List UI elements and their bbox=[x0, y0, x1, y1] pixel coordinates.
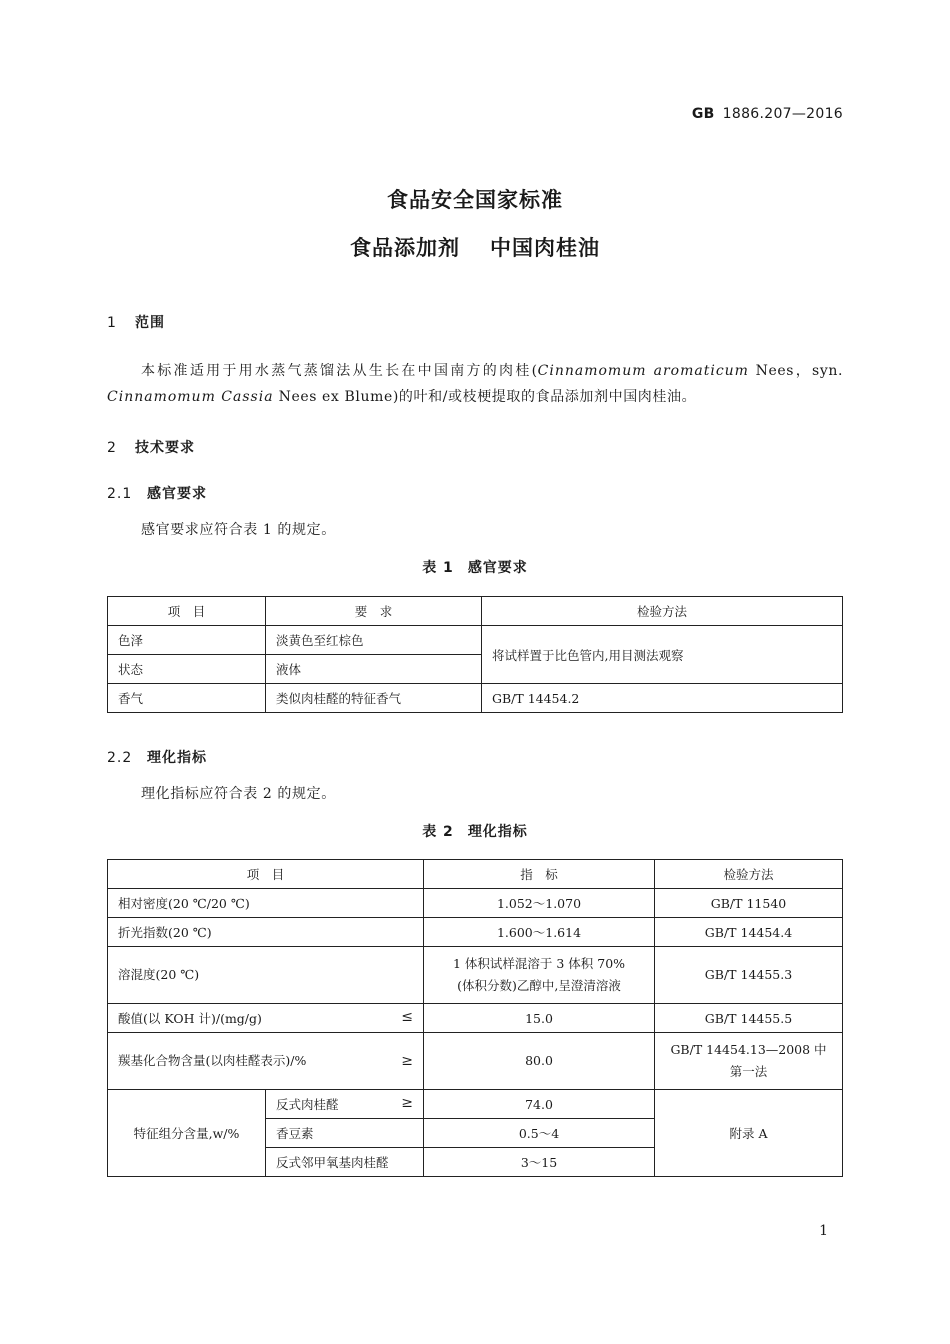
caption-title: 理化指标 bbox=[467, 824, 528, 840]
table-row bbox=[108, 889, 843, 918]
section-2-1-heading bbox=[107, 483, 207, 503]
standard-code: 1886.207—2016 bbox=[722, 106, 843, 122]
value-cell: 3～15 bbox=[424, 1148, 655, 1177]
paragraph-line-1 bbox=[107, 358, 843, 384]
method-line: 第一法 bbox=[729, 1064, 768, 1079]
latin-name: Cinnamomum Cassia bbox=[107, 389, 274, 405]
header-cell: 项 目 bbox=[108, 860, 424, 889]
table-2-caption bbox=[0, 821, 950, 841]
header-cell: 检验方法 bbox=[482, 597, 843, 626]
header-cell: 项 目 bbox=[108, 597, 266, 626]
method-cell: GB/T 14455.3 bbox=[655, 947, 843, 1004]
section-number: 2.2 bbox=[107, 750, 133, 766]
item-cell bbox=[108, 1004, 424, 1033]
page-number: 1 bbox=[819, 1223, 828, 1239]
table-header-row bbox=[108, 597, 843, 626]
paragraph-text: 本标准适用于用水蒸气蒸馏法从生长在中国南方的肉桂( bbox=[141, 363, 538, 379]
requirement-cell: 淡黄色至红棕色 bbox=[266, 626, 482, 655]
section-title: 技术要求 bbox=[135, 440, 195, 456]
paragraph-text: Nees ex Blume)的叶和/或枝梗提取的食品添加剂中国肉桂油。 bbox=[273, 389, 697, 405]
table-header-row bbox=[108, 860, 843, 889]
value-cell: 1.600～1.614 bbox=[424, 918, 655, 947]
item-cell: 折光指数(20 ℃) bbox=[108, 918, 424, 947]
section-1-paragraph bbox=[107, 358, 843, 384]
value-cell: 0.5～4 bbox=[424, 1119, 655, 1148]
item-text: 羰基化合物含量(以肉桂醛表示)/% bbox=[118, 1053, 307, 1068]
inequality-symbol: ≥ bbox=[401, 1053, 413, 1069]
item-text: 酸值(以 KOH 计)/(mg/g) bbox=[118, 1011, 262, 1026]
table-row bbox=[108, 1004, 843, 1033]
requirement-cell: 液体 bbox=[266, 655, 482, 684]
item-cell: 状态 bbox=[108, 655, 266, 684]
section-title: 范围 bbox=[135, 315, 165, 331]
section-title: 理化指标 bbox=[147, 750, 207, 766]
section-1-paragraph-cont bbox=[107, 384, 843, 410]
standard-prefix: GB bbox=[691, 106, 715, 122]
section-2-2-paragraph: 理化指标应符合表 2 的规定。 bbox=[141, 786, 336, 802]
item-cell: 相对密度(20 ℃/20 ℃) bbox=[108, 889, 424, 918]
caption-number: 表 1 bbox=[422, 560, 454, 576]
table-1-caption bbox=[0, 557, 950, 577]
document-subtitle bbox=[0, 232, 950, 262]
method-cell: GB/T 14454.2 bbox=[482, 684, 843, 713]
sub-item-cell: 香豆素 bbox=[266, 1119, 424, 1148]
value-cell: 1.052～1.070 bbox=[424, 889, 655, 918]
item-cell: 香气 bbox=[108, 684, 266, 713]
paragraph-text: Nees，syn. bbox=[748, 363, 843, 379]
table-2 bbox=[107, 859, 843, 1177]
group-label-cell: 特征组分含量,w/% bbox=[108, 1090, 266, 1177]
subtitle-part-a: 食品添加剂 bbox=[350, 236, 460, 260]
item-cell bbox=[108, 1033, 424, 1090]
item-cell: 溶混度(20 ℃) bbox=[108, 947, 424, 1004]
subtitle-part-b: 中国肉桂油 bbox=[490, 236, 600, 260]
value-cell bbox=[424, 947, 655, 1004]
table-row bbox=[108, 684, 843, 713]
header-cell: 要 求 bbox=[266, 597, 482, 626]
value-cell: 74.0 bbox=[424, 1090, 655, 1119]
section-2-heading bbox=[107, 437, 195, 457]
value-cell: 80.0 bbox=[424, 1033, 655, 1090]
item-cell: 色泽 bbox=[108, 626, 266, 655]
header-cell: 检验方法 bbox=[655, 860, 843, 889]
method-cell: GB/T 11540 bbox=[655, 889, 843, 918]
section-1-heading bbox=[107, 312, 165, 332]
document-title: 食品安全国家标准 bbox=[387, 188, 563, 212]
caption-number: 表 2 bbox=[422, 824, 454, 840]
latin-name: Cinnamomum aromaticum bbox=[537, 363, 749, 379]
table-row bbox=[108, 1033, 843, 1090]
inequality-symbol: ≤ bbox=[401, 1009, 413, 1025]
inequality-symbol: ≥ bbox=[401, 1095, 413, 1111]
caption-title: 感官要求 bbox=[467, 560, 528, 576]
section-number: 2.1 bbox=[107, 486, 133, 502]
table-row bbox=[108, 1090, 843, 1119]
section-2-2-heading bbox=[107, 747, 207, 767]
method-cell: 附录 A bbox=[655, 1090, 843, 1177]
method-cell: GB/T 14455.5 bbox=[655, 1004, 843, 1033]
table-row bbox=[108, 626, 843, 655]
method-cell: 将试样置于比色管内,用目测法观察 bbox=[482, 626, 843, 684]
value-cell: 15.0 bbox=[424, 1004, 655, 1033]
sub-item-text: 反式肉桂醛 bbox=[276, 1097, 339, 1112]
value-line: (体积分数)乙醇中,呈澄清溶液 bbox=[457, 978, 621, 993]
section-title: 感官要求 bbox=[147, 486, 207, 502]
method-cell: GB/T 14454.4 bbox=[655, 918, 843, 947]
table-row bbox=[108, 947, 843, 1004]
value-line: 1 体积试样混溶于 3 体积 70% bbox=[452, 956, 626, 971]
sub-item-cell: 反式邻甲氧基肉桂醛 bbox=[266, 1148, 424, 1177]
table-row bbox=[108, 918, 843, 947]
section-number: 1 bbox=[107, 315, 117, 331]
requirement-cell: 类似肉桂醛的特征香气 bbox=[266, 684, 482, 713]
standard-number bbox=[692, 106, 843, 122]
section-2-1-paragraph: 感官要求应符合表 1 的规定。 bbox=[141, 522, 336, 538]
section-number: 2 bbox=[107, 440, 117, 456]
sub-item-cell bbox=[266, 1090, 424, 1119]
method-line: GB/T 14454.13—2008 中 bbox=[670, 1042, 827, 1057]
header-cell: 指 标 bbox=[424, 860, 655, 889]
method-cell bbox=[655, 1033, 843, 1090]
table-1 bbox=[107, 596, 843, 713]
